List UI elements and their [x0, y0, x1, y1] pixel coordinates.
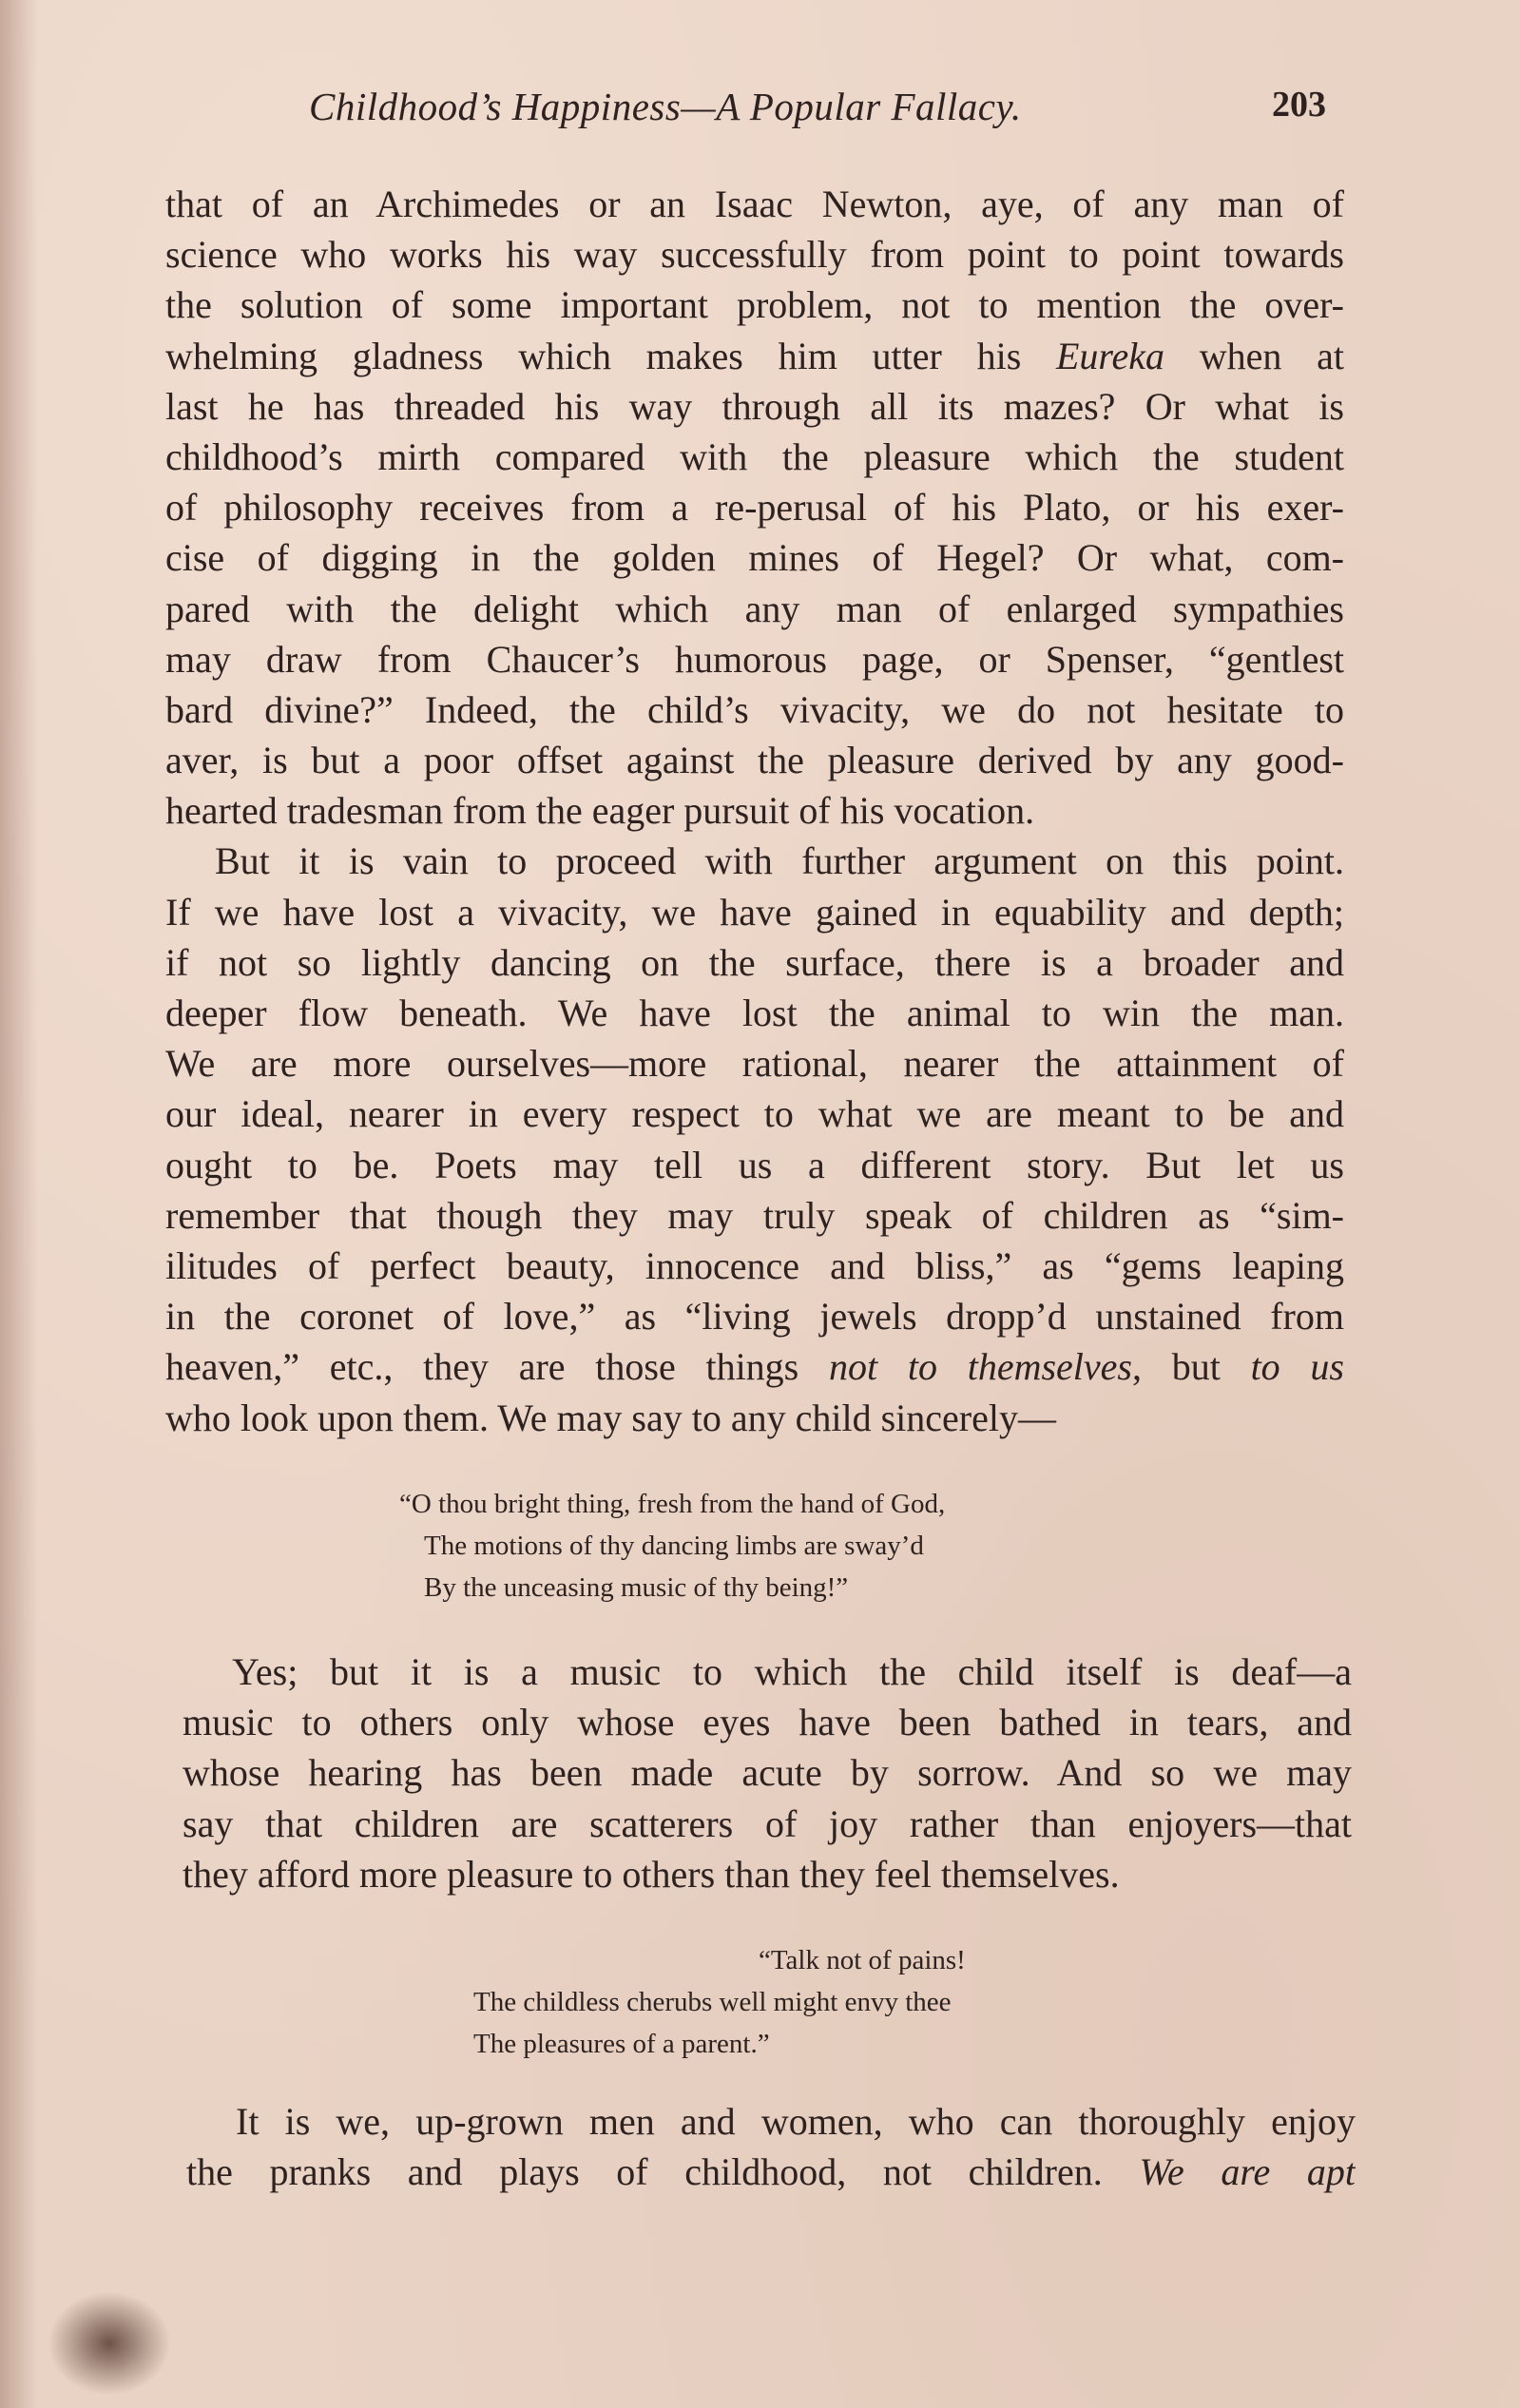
text-line: ilitudes of perfect beauty, innocence and bliss,” as “gems leaping	[165, 1243, 1344, 1287]
text-line: the pranks and plays of childhood, not children. We are apt	[186, 2150, 1356, 2194]
text-line: cise of digging in the golden mines of Hegel? Or what, com-	[165, 536, 1344, 580]
text-line: the solution of some important problem, not to mention the over-	[165, 283, 1344, 327]
verse-line: The childless cherubs well might envy thee	[473, 1987, 952, 2017]
text-line: pared with the delight which any man of enlarged sympathies	[165, 587, 1344, 630]
text-line: may draw from Chaucer’s humorous page, or Spenser, “gentlest	[165, 637, 1344, 681]
verse-quotation-1	[399, 1483, 945, 1609]
text-line: last he has threaded his way through all its mazes? Or what is	[165, 384, 1344, 428]
text-line: whelming gladness which makes him utter his Eureka when at	[165, 334, 1344, 377]
text-line: if not so lightly dancing on the surface, there is a broader and	[165, 940, 1344, 984]
page-number: 203	[1272, 85, 1326, 125]
verse-line: The motions of thy dancing limbs are sway’d	[424, 1531, 924, 1561]
text-line: they afford more pleasure to others than they feel themselves.	[183, 1852, 1120, 1896]
main-text	[165, 179, 1344, 1443]
verse-line: The pleasures of a parent.”	[473, 2029, 770, 2059]
verse-line: By the unceasing music of thy being!”	[424, 1572, 849, 1603]
verse-quotation-2	[473, 1939, 966, 2065]
verse-line: “Talk not of pains!	[759, 1945, 966, 1975]
text-line: bard divine?” Indeed, the child’s vivacity, we do not hesitate to	[165, 687, 1344, 731]
text-line: our ideal, nearer in every respect to what we are meant to be and	[165, 1092, 1344, 1136]
page-header	[309, 84, 1326, 141]
ink-smudge	[48, 2291, 171, 2396]
text-line: If we have lost a vivacity, we have gained in equability and depth;	[165, 890, 1344, 934]
text-line: We are more ourselves—more rational, nearer the attainment of	[165, 1042, 1344, 1086]
text-line: ought to be. Poets may tell us a different story. But let us	[165, 1143, 1344, 1186]
text-line: who look upon them. We may say to any child sincerely—	[165, 1396, 1056, 1439]
text-line: But it is vain to proceed with further argument on this point.	[215, 839, 1344, 883]
text-line: heaven,” etc., they are those things not to themselves, but to us	[165, 1345, 1344, 1389]
paragraph-4	[186, 2096, 1356, 2197]
text-line: hearted tradesman from the eager pursuit of his vocation.	[165, 789, 1035, 833]
verse-line: “O thou bright thing, fresh from the hand of God,	[399, 1489, 946, 1519]
text-line: of philosophy receives from a re-perusal of his Plato, or his exer-	[165, 486, 1344, 530]
paragraph-1	[165, 179, 1344, 836]
paragraph-2	[165, 836, 1344, 1442]
text-line: say that children are scatterers of joy rather than enjoyers—that	[183, 1801, 1352, 1845]
text-line: science who works his way successfully from point to point towards	[165, 233, 1344, 277]
running-title: Childhood’s Happiness—A Popular Fallacy.	[309, 85, 1022, 128]
paragraph-3	[183, 1647, 1352, 1899]
text-line: remember that though they may truly speak of children as “sim-	[165, 1193, 1344, 1237]
text-line: childhood’s mirth compared with the pleasure which the student	[165, 434, 1344, 478]
text-line: whose hearing has been made acute by sorrow. And so we may	[183, 1751, 1352, 1795]
gutter-shadow	[0, 0, 38, 2408]
text-line: that of an Archimedes or an Isaac Newton, aye, of any man of	[165, 183, 1344, 225]
text-line: in the coronet of love,” as “living jewels dropp’d unstained from	[165, 1295, 1344, 1339]
text-line: Yes; but it is a music to which the child itself is deaf—a	[232, 1650, 1352, 1693]
text-line: It is we, up-grown men and women, who can thoroughly enjoy	[236, 2100, 1356, 2143]
text-line: deeper flow beneath. We have lost the animal to win the man.	[165, 992, 1344, 1034]
text-line: music to others only whose eyes have been bathed in tears, and	[183, 1701, 1352, 1744]
text-line: aver, is but a poor offset against the pleasure derived by any good-	[165, 739, 1344, 782]
